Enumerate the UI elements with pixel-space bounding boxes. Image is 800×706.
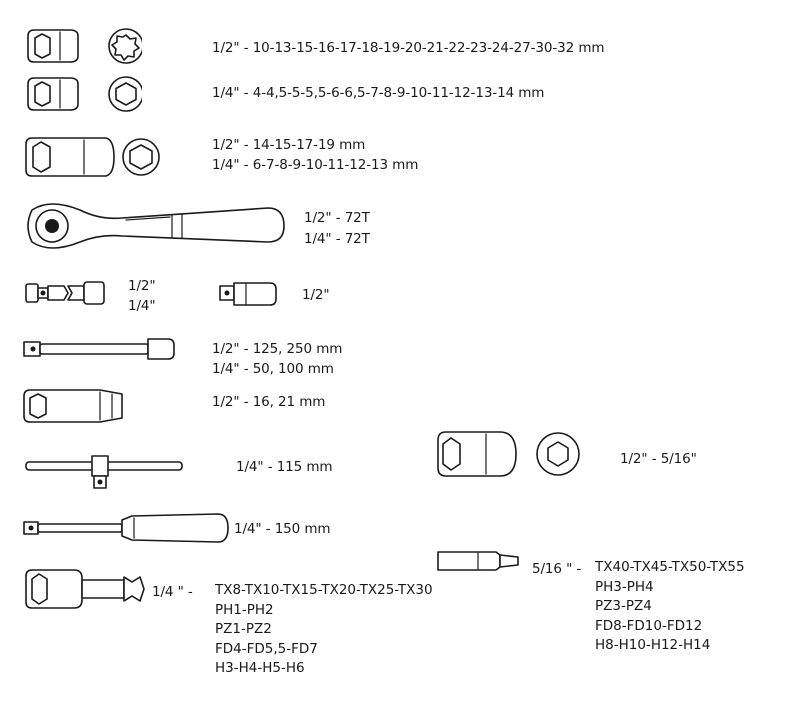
t-handle-icon xyxy=(22,450,192,494)
bits-hex-1-4: H3-H4-H5-H6 xyxy=(215,660,305,676)
bits-phillips-5-16: PH3-PH4 xyxy=(595,578,654,595)
bits-flat-1-4: FD4-FD5,5-FD7 xyxy=(215,640,318,657)
bits-pozidriv-5-16: PZ3-PZ4 xyxy=(595,598,652,614)
universal-joint-size-1-4: 1/4" xyxy=(128,298,156,314)
screwdriver-bit-icon xyxy=(434,546,526,576)
bits-flat-5-16: FD8-FD10-FD12 xyxy=(595,617,703,634)
extension-sizes-1-4: 1/4" - 50, 100 mm xyxy=(212,361,334,377)
ratchet-icon xyxy=(22,196,292,256)
bits-list-5-16 xyxy=(595,558,745,656)
universal-joint-icon xyxy=(22,276,112,312)
6-point-socket-icon xyxy=(22,72,142,116)
bits-torx-1-4: TX8-TX10-TX15-TX20-TX25-TX30 xyxy=(215,582,433,598)
socket-sizes-row-2: 1/4" - 4-4,5-5-5,5-6-6,5-7-8-9-10-11-12-13-14 mm xyxy=(212,85,545,101)
spinner-handle-spec: 1/4" - 150 mm xyxy=(234,521,331,537)
bit-adapter-icon xyxy=(434,428,584,480)
ratchet-spec-1-2: 1/2" - 72T xyxy=(304,210,370,226)
spark-plug-socket-icon xyxy=(22,386,132,426)
bits-drive-size-1-4: 1/4 " - xyxy=(152,584,193,600)
12-point-socket-icon xyxy=(22,24,142,68)
adapter-size: 1/2" xyxy=(302,287,330,303)
bits-drive-size-5-16: 5/16 " - xyxy=(532,561,582,577)
universal-joint-size-1-2: 1/2" xyxy=(128,278,156,294)
bits-torx-5-16: TX40-TX45-TX50-TX55 xyxy=(595,559,745,575)
bit-holder-socket-icon xyxy=(22,564,154,614)
adapter-icon xyxy=(216,276,286,312)
bits-hex-5-16: H8-H10-H12-H14 xyxy=(595,637,711,653)
deep-socket-sizes-1-4: 1/4" - 6-7-8-9-10-11-12-13 mm xyxy=(212,157,419,173)
bits-phillips-1-4: PH1-PH2 xyxy=(215,601,274,618)
deep-socket-sizes-1-2: 1/2" - 14-15-17-19 mm xyxy=(212,137,366,153)
bits-list-1-4 xyxy=(215,581,433,679)
t-handle-spec: 1/4" - 115 mm xyxy=(236,459,333,475)
extension-bar-icon xyxy=(22,334,182,364)
socket-sizes-row-1: 1/2" - 10-13-15-16-17-18-19-20-21-22-23-24-27-30-32 mm xyxy=(212,40,605,56)
spinner-handle-icon xyxy=(22,508,234,548)
extension-sizes-1-2: 1/2" - 125, 250 mm xyxy=(212,341,343,357)
bits-pozidriv-1-4: PZ1-PZ2 xyxy=(215,621,272,637)
bit-adapter-spec: 1/2" - 5/16" xyxy=(620,451,697,467)
spark-plug-socket-sizes: 1/2" - 16, 21 mm xyxy=(212,394,326,410)
ratchet-spec-1-4: 1/4" - 72T xyxy=(304,231,370,247)
deep-socket-icon xyxy=(22,132,162,182)
